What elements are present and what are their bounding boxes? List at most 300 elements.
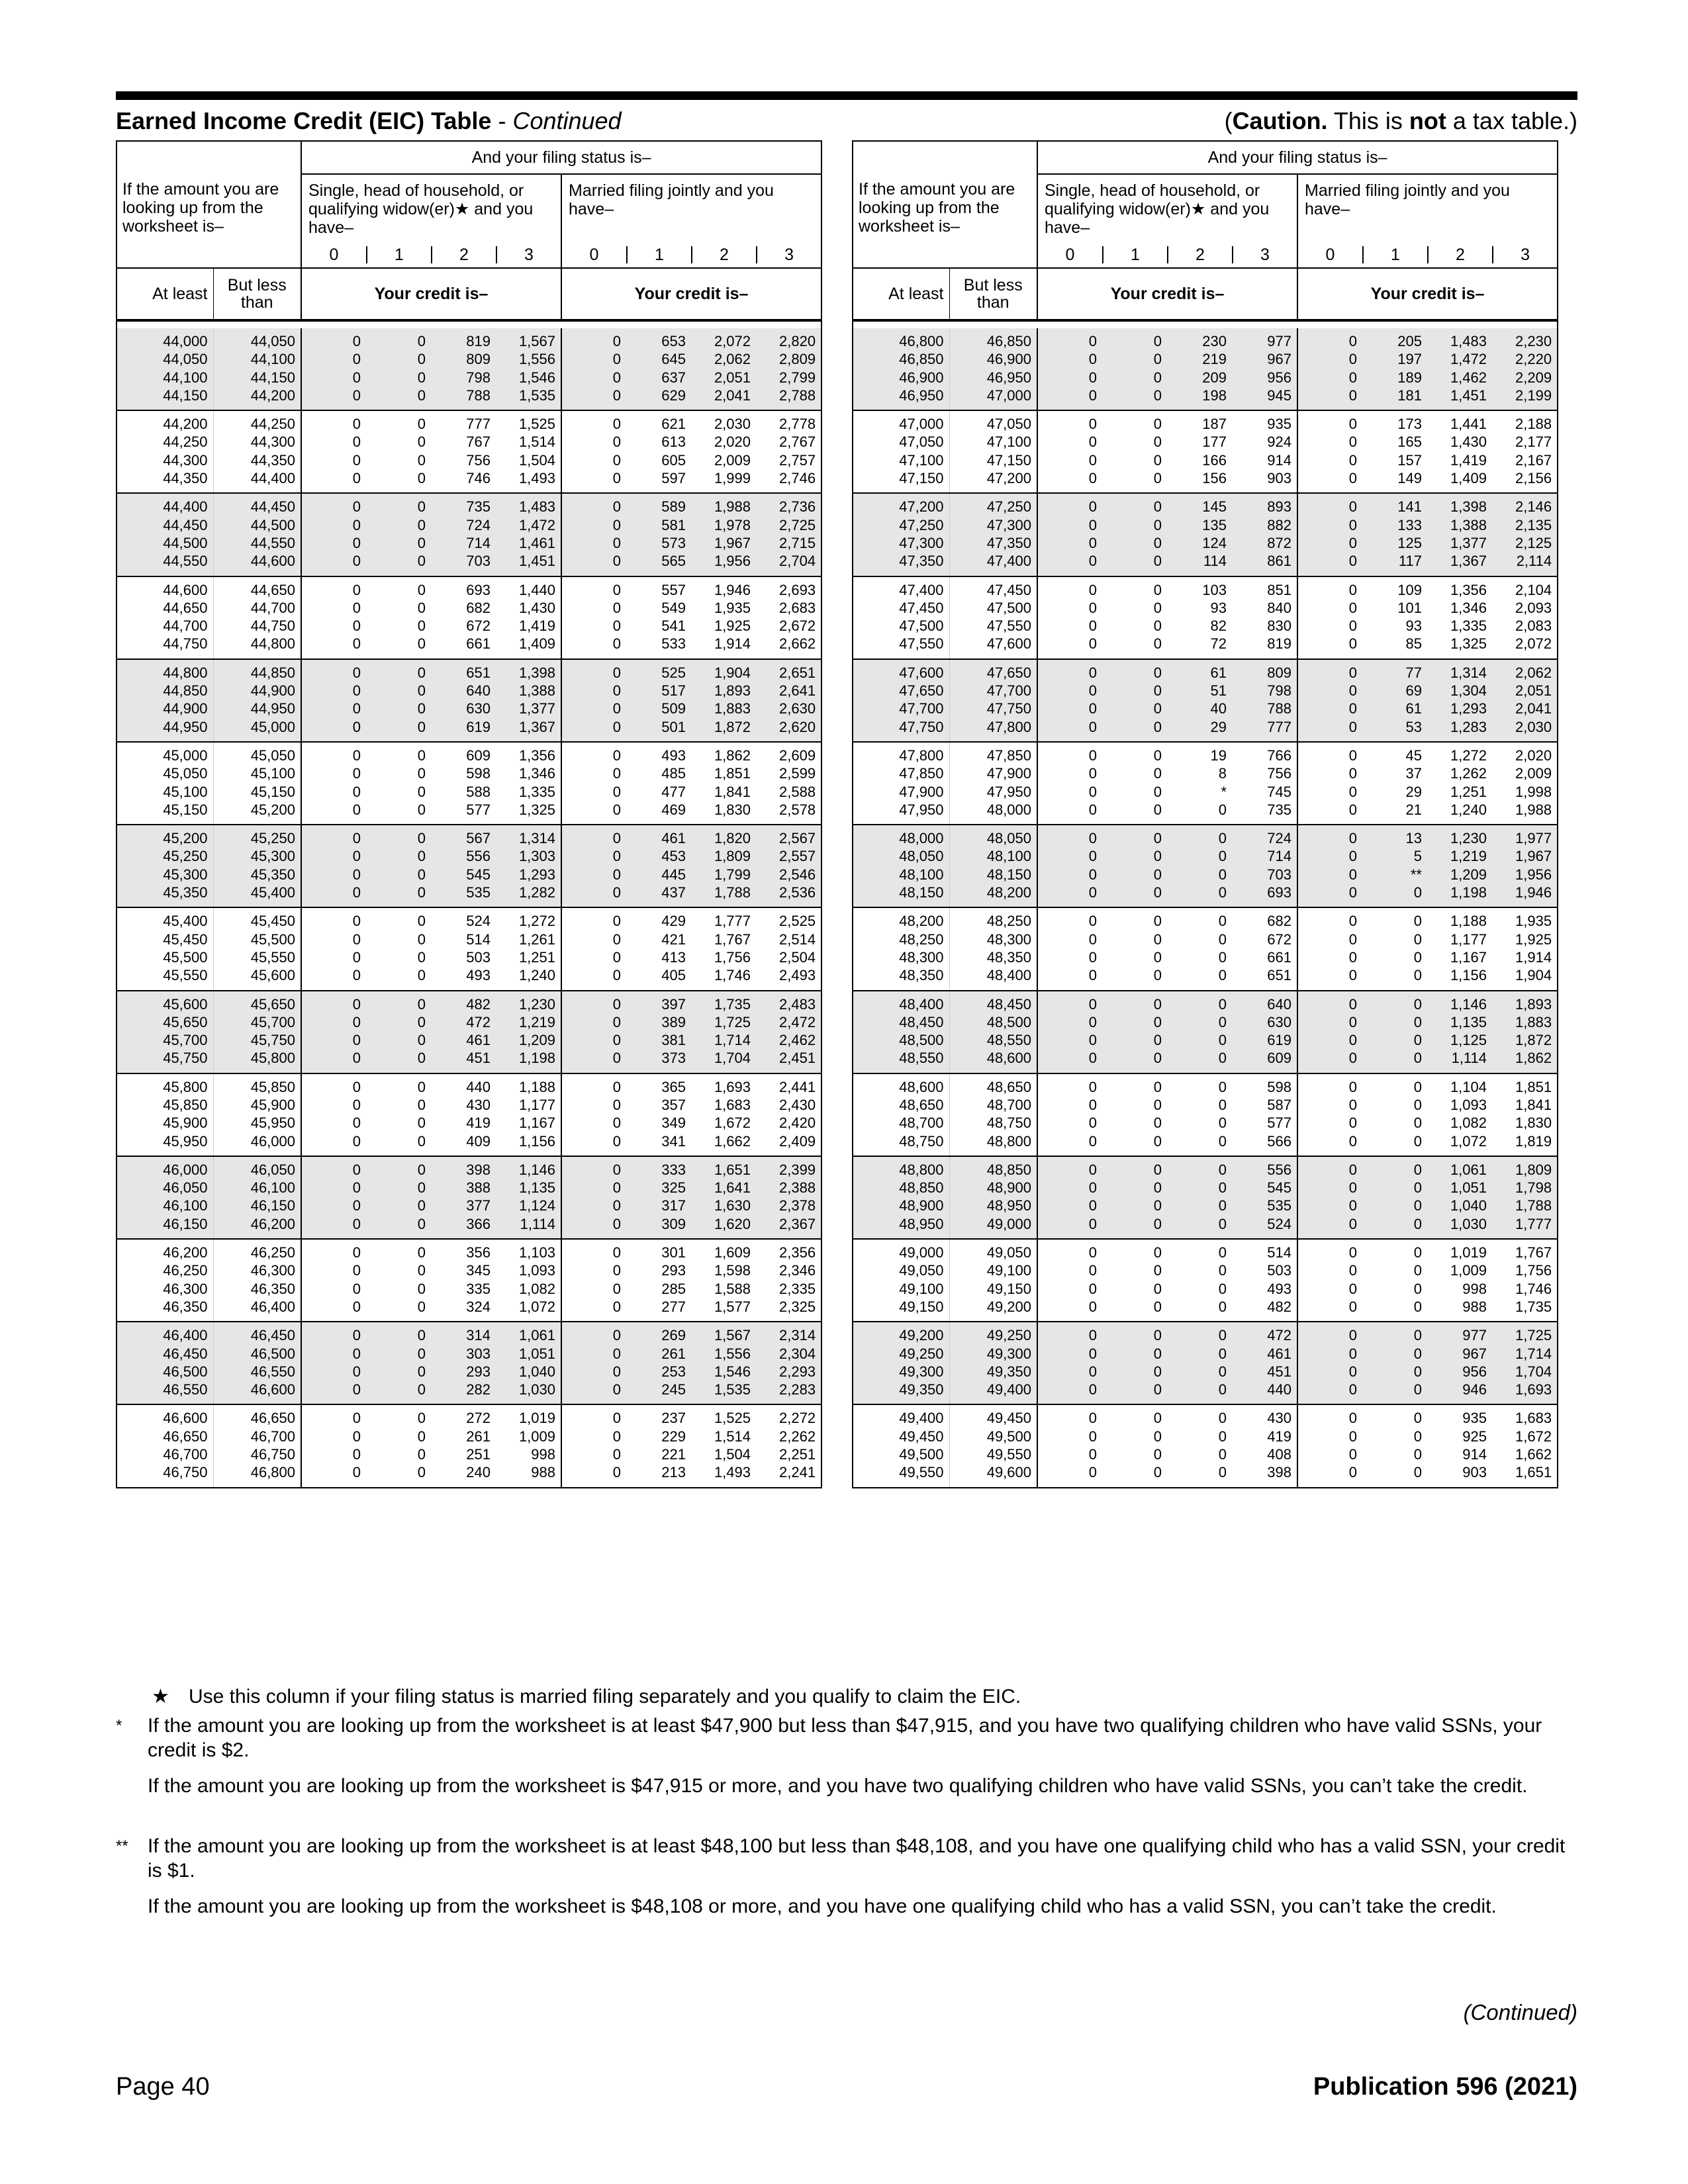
footnote-double-text-1: If the amount you are looking up from the worksheet is at least $48,100 but less than $48,108, and you have one qualifying child who has a valid SSN, your credit is $1. bbox=[148, 1835, 1566, 1882]
single-credit-3-children: 514 503 493 482 bbox=[1232, 1239, 1297, 1322]
married-credit-2-children: 2,030 2,020 2,009 1,999 bbox=[691, 410, 756, 493]
at-least-values: 48,600 48,650 48,700 48,750 bbox=[853, 1073, 949, 1156]
single-credit-0-children: 0 0 0 0 bbox=[301, 576, 366, 659]
single-credit-3-children: 766 756 745 735 bbox=[1232, 742, 1297, 825]
married-credit-3-children: 2,483 2,472 2,462 2,451 bbox=[756, 991, 821, 1073]
married-credit-2-children: 1,651 1,641 1,630 1,620 bbox=[691, 1156, 756, 1239]
married-credit-2-children: 1,820 1,809 1,799 1,788 bbox=[691, 825, 756, 907]
header-spacer bbox=[117, 320, 821, 328]
married-credit-3-children: 2,272 2,262 2,251 2,241 bbox=[756, 1404, 821, 1487]
table-row bbox=[117, 493, 821, 576]
lookup-label: If the amount you are looking up from the worksheet is– bbox=[117, 141, 301, 268]
header-row-sub bbox=[117, 268, 821, 320]
single-credit-1-children: 0 0 0 0 bbox=[366, 1239, 431, 1322]
single-credit-1-children: 0 0 0 0 bbox=[1102, 1404, 1167, 1487]
but-less-than-values: 48,650 48,700 48,750 48,800 bbox=[949, 1073, 1037, 1156]
married-credit-2-children: 1,230 1,219 1,209 1,198 bbox=[1427, 825, 1492, 907]
but-less-than-values: 47,450 47,500 47,550 47,600 bbox=[949, 576, 1037, 659]
single-credit-2-children: 567 556 545 535 bbox=[431, 825, 496, 907]
but-less-than-values: 49,450 49,500 49,550 49,600 bbox=[949, 1404, 1037, 1487]
table-title bbox=[116, 106, 622, 136]
children-count-label: 1 bbox=[1102, 246, 1167, 263]
married-credit-0-children: 0 0 0 0 bbox=[1297, 1404, 1362, 1487]
single-credit-2-children: 0 0 0 0 bbox=[1167, 1404, 1232, 1487]
married-credit-1-children: 0 0 0 0 bbox=[1362, 1239, 1427, 1322]
married-credit-1-children: 557 549 541 533 bbox=[626, 576, 691, 659]
single-credit-1-children: 0 0 0 0 bbox=[366, 1156, 431, 1239]
married-credit-3-children: 2,609 2,599 2,588 2,578 bbox=[756, 742, 821, 825]
married-credit-3-children: 2,020 2,009 1,998 1,988 bbox=[1492, 742, 1558, 825]
married-credit-0-children: 0 0 0 0 bbox=[561, 1404, 626, 1487]
married-credit-2-children: 1,483 1,472 1,462 1,451 bbox=[1427, 328, 1492, 410]
married-credit-0-children: 0 0 0 0 bbox=[561, 991, 626, 1073]
married-credit-1-children: 525 517 509 501 bbox=[626, 659, 691, 742]
married-credit-1-children: 141 133 125 117 bbox=[1362, 493, 1427, 576]
at-least-values: 44,600 44,650 44,700 44,750 bbox=[117, 576, 213, 659]
married-credit-3-children: 2,525 2,514 2,504 2,493 bbox=[756, 907, 821, 990]
single-credit-2-children: 524 514 503 493 bbox=[431, 907, 496, 990]
married-credit-1-children: 13 5 ** 0 bbox=[1362, 825, 1427, 907]
caution-open: ( bbox=[1224, 107, 1233, 134]
married-credit-1-children: 365 357 349 341 bbox=[626, 1073, 691, 1156]
married-credit-1-children: 0 0 0 0 bbox=[1362, 1073, 1427, 1156]
married-credit-0-children: 0 0 0 0 bbox=[561, 1156, 626, 1239]
married-credit-2-children: 935 925 914 903 bbox=[1427, 1404, 1492, 1487]
married-credit-2-children: 1,314 1,304 1,293 1,283 bbox=[1427, 659, 1492, 742]
married-credit-2-children: 1,146 1,135 1,125 1,114 bbox=[1427, 991, 1492, 1073]
single-credit-1-children: 0 0 0 0 bbox=[1102, 493, 1167, 576]
single-hoh-group-label: Single, head of household, or qualifying widow(er)★ and you have– bbox=[301, 174, 561, 242]
table-row bbox=[117, 576, 821, 659]
single-credit-1-children: 0 0 0 0 bbox=[1102, 576, 1167, 659]
single-credit-1-children: 0 0 0 0 bbox=[366, 576, 431, 659]
children-count-1 bbox=[626, 242, 691, 268]
married-credit-0-children: 0 0 0 0 bbox=[561, 410, 626, 493]
single-credit-2-children: 0 0 0 0 bbox=[1167, 825, 1232, 907]
children-count-label: 0 bbox=[1325, 246, 1335, 264]
single-credit-2-children: 609 598 588 577 bbox=[431, 742, 496, 825]
but-less-than-values: 47,050 47,100 47,150 47,200 bbox=[949, 410, 1037, 493]
single-credit-2-children: 819 809 798 788 bbox=[431, 328, 496, 410]
at-least-label: At least bbox=[117, 268, 213, 320]
single-credit-1-children: 0 0 0 0 bbox=[1102, 825, 1167, 907]
children-count-label: 3 bbox=[1232, 246, 1297, 263]
but-less-than-values: 45,650 45,700 45,750 45,800 bbox=[213, 991, 301, 1073]
at-least-values: 45,600 45,650 45,700 45,750 bbox=[117, 991, 213, 1073]
married-credit-3-children: 2,356 2,346 2,335 2,325 bbox=[756, 1239, 821, 1322]
married-credit-3-children: 2,230 2,220 2,209 2,199 bbox=[1492, 328, 1558, 410]
but-less-than-values: 46,250 46,300 46,350 46,400 bbox=[213, 1239, 301, 1322]
single-credit-2-children: 187 177 166 156 bbox=[1167, 410, 1232, 493]
at-least-values: 46,400 46,450 46,500 46,550 bbox=[117, 1322, 213, 1404]
single-credit-2-children: 398 388 377 366 bbox=[431, 1156, 496, 1239]
table-row bbox=[853, 1156, 1558, 1239]
single-credit-0-children: 0 0 0 0 bbox=[1037, 659, 1102, 742]
children-count-2 bbox=[1427, 242, 1492, 268]
married-credit-2-children: 1,904 1,893 1,883 1,872 bbox=[691, 659, 756, 742]
married-credit-0-children: 0 0 0 0 bbox=[1297, 742, 1362, 825]
at-least-values: 48,200 48,250 48,300 48,350 bbox=[853, 907, 949, 990]
children-count-1 bbox=[1102, 242, 1167, 268]
single-credit-3-children: 1,440 1,430 1,419 1,409 bbox=[496, 576, 561, 659]
single-credit-0-children: 0 0 0 0 bbox=[301, 1239, 366, 1322]
children-count-1 bbox=[1362, 242, 1427, 268]
married-credit-1-children: 0 0 0 0 bbox=[1362, 991, 1427, 1073]
married-credit-3-children: 2,820 2,809 2,799 2,788 bbox=[756, 328, 821, 410]
table-row bbox=[117, 991, 821, 1073]
married-credit-0-children: 0 0 0 0 bbox=[1297, 328, 1362, 410]
single-credit-3-children: 1,230 1,219 1,209 1,198 bbox=[496, 991, 561, 1073]
married-credit-0-children: 0 0 0 0 bbox=[561, 1322, 626, 1404]
but-less-than-values: 46,650 46,700 46,750 46,800 bbox=[213, 1404, 301, 1487]
children-count-0 bbox=[561, 242, 626, 268]
single-credit-2-children: 0 0 0 0 bbox=[1167, 1156, 1232, 1239]
at-least-values: 49,200 49,250 49,300 49,350 bbox=[853, 1322, 949, 1404]
married-credit-0-children: 0 0 0 0 bbox=[561, 1239, 626, 1322]
header-row-status bbox=[117, 141, 821, 174]
single-credit-1-children: 0 0 0 0 bbox=[1102, 659, 1167, 742]
married-credit-1-children: 77 69 61 53 bbox=[1362, 659, 1427, 742]
married-credit-0-children: 0 0 0 0 bbox=[1297, 825, 1362, 907]
title-main: Earned Income Credit (EIC) Table bbox=[116, 107, 492, 134]
children-count-label: 3 bbox=[1492, 246, 1557, 263]
but-less-than-values: 45,250 45,300 45,350 45,400 bbox=[213, 825, 301, 907]
married-credit-1-children: 333 325 317 309 bbox=[626, 1156, 691, 1239]
table-row bbox=[117, 1156, 821, 1239]
single-credit-0-children: 0 0 0 0 bbox=[301, 742, 366, 825]
children-count-label: 2 bbox=[1427, 246, 1492, 263]
table-row bbox=[117, 907, 821, 990]
header-row-sub bbox=[853, 268, 1558, 320]
single-credit-0-children: 0 0 0 0 bbox=[301, 991, 366, 1073]
married-credit-1-children: 205 197 189 181 bbox=[1362, 328, 1427, 410]
children-count-label: 3 bbox=[756, 246, 821, 263]
single-credit-2-children: 272 261 251 240 bbox=[431, 1404, 496, 1487]
but-less-than-values: 45,850 45,900 45,950 46,000 bbox=[213, 1073, 301, 1156]
table-row bbox=[853, 1404, 1558, 1487]
at-least-values: 44,000 44,050 44,100 44,150 bbox=[117, 328, 213, 410]
married-credit-0-children: 0 0 0 0 bbox=[1297, 907, 1362, 990]
married-credit-3-children: 2,736 2,725 2,715 2,704 bbox=[756, 493, 821, 576]
single-credit-3-children: 1,019 1,009 998 988 bbox=[496, 1404, 561, 1487]
married-credit-0-children: 0 0 0 0 bbox=[561, 328, 626, 410]
married-credit-3-children: 1,851 1,841 1,830 1,819 bbox=[1492, 1073, 1558, 1156]
but-less-than-values: 46,450 46,500 46,550 46,600 bbox=[213, 1322, 301, 1404]
single-credit-0-children: 0 0 0 0 bbox=[301, 493, 366, 576]
married-credit-3-children: 1,683 1,672 1,662 1,651 bbox=[1492, 1404, 1558, 1487]
top-rule bbox=[116, 91, 1577, 100]
but-less-than-values: 47,650 47,700 47,750 47,800 bbox=[949, 659, 1037, 742]
single-credit-2-children: 735 724 714 703 bbox=[431, 493, 496, 576]
single-credit-2-children: 230 219 209 198 bbox=[1167, 328, 1232, 410]
single-credit-1-children: 0 0 0 0 bbox=[1102, 1322, 1167, 1404]
married-credit-1-children: 45 37 29 21 bbox=[1362, 742, 1427, 825]
married-credit-0-children: 0 0 0 0 bbox=[1297, 1073, 1362, 1156]
children-count-3 bbox=[1232, 242, 1297, 268]
children-count-0 bbox=[1037, 242, 1102, 268]
single-credit-0-children: 0 0 0 0 bbox=[1037, 825, 1102, 907]
caution-note bbox=[1225, 106, 1577, 136]
married-credit-0-children: 0 0 0 0 bbox=[1297, 659, 1362, 742]
single-credit-2-children: 440 430 419 409 bbox=[431, 1073, 496, 1156]
table-row bbox=[853, 825, 1558, 907]
single-credit-2-children: 693 682 672 661 bbox=[431, 576, 496, 659]
married-credit-2-children: 1,398 1,388 1,377 1,367 bbox=[1427, 493, 1492, 576]
title-separator: - bbox=[491, 107, 513, 134]
married-credit-0-children: 0 0 0 0 bbox=[561, 1073, 626, 1156]
single-credit-1-children: 0 0 0 0 bbox=[366, 1404, 431, 1487]
married-credit-1-children: 269 261 253 245 bbox=[626, 1322, 691, 1404]
but-less-than-values: 44,250 44,300 44,350 44,400 bbox=[213, 410, 301, 493]
married-credit-0-children: 0 0 0 0 bbox=[1297, 576, 1362, 659]
married-credit-2-children: 1,567 1,556 1,546 1,535 bbox=[691, 1322, 756, 1404]
table-row bbox=[117, 1239, 821, 1322]
single-credit-3-children: 430 419 408 398 bbox=[1232, 1404, 1297, 1487]
children-count-label: 0 bbox=[329, 246, 339, 264]
single-credit-2-children: 0 0 0 0 bbox=[1167, 991, 1232, 1073]
but-less-than-values: 46,050 46,100 46,150 46,200 bbox=[213, 1156, 301, 1239]
single-credit-3-children: 640 630 619 609 bbox=[1232, 991, 1297, 1073]
table-row bbox=[853, 742, 1558, 825]
married-credit-1-children: 461 453 445 437 bbox=[626, 825, 691, 907]
single-credit-0-children: 0 0 0 0 bbox=[1037, 328, 1102, 410]
single-credit-0-children: 0 0 0 0 bbox=[301, 1322, 366, 1404]
married-credit-3-children: 2,693 2,683 2,672 2,662 bbox=[756, 576, 821, 659]
married-credit-0-children: 0 0 0 0 bbox=[561, 659, 626, 742]
but-less-than-label: But less than bbox=[949, 268, 1037, 320]
at-least-values: 46,600 46,650 46,700 46,750 bbox=[117, 1404, 213, 1487]
but-less-than-values: 48,250 48,300 48,350 48,400 bbox=[949, 907, 1037, 990]
children-count-label: 1 bbox=[366, 246, 431, 263]
footnote-single-marker: * bbox=[116, 1717, 122, 1735]
but-less-than-label: But less than bbox=[213, 268, 301, 320]
single-credit-2-children: 0 0 0 0 bbox=[1167, 1073, 1232, 1156]
married-credit-2-children: 1,019 1,009 998 988 bbox=[1427, 1239, 1492, 1322]
single-credit-0-children: 0 0 0 0 bbox=[1037, 907, 1102, 990]
married-credit-2-children: 1,356 1,346 1,335 1,325 bbox=[1427, 576, 1492, 659]
married-credit-0-children: 0 0 0 0 bbox=[561, 825, 626, 907]
title-continued: Continued bbox=[512, 107, 622, 134]
married-credit-3-children: 2,188 2,177 2,167 2,156 bbox=[1492, 410, 1558, 493]
married-credit-0-children: 0 0 0 0 bbox=[1297, 1156, 1362, 1239]
married-credit-3-children: 2,399 2,388 2,378 2,367 bbox=[756, 1156, 821, 1239]
your-credit-single-label: Your credit is– bbox=[301, 268, 561, 320]
married-credit-2-children: 1,693 1,683 1,672 1,662 bbox=[691, 1073, 756, 1156]
header-spacer bbox=[853, 320, 1558, 328]
your-credit-married-label: Your credit is– bbox=[1297, 268, 1558, 320]
single-credit-2-children: 651 640 630 619 bbox=[431, 659, 496, 742]
single-credit-3-children: 1,061 1,051 1,040 1,030 bbox=[496, 1322, 561, 1404]
but-less-than-values: 49,250 49,300 49,350 49,400 bbox=[949, 1322, 1037, 1404]
footnote-single-text-1: If the amount you are looking up from the worksheet is at least $47,900 but less than $47,915, and you have two qualifying children who have valid SSNs, your credit is $2. bbox=[148, 1715, 1542, 1761]
single-credit-0-children: 0 0 0 0 bbox=[301, 1156, 366, 1239]
single-credit-3-children: 1,398 1,388 1,377 1,367 bbox=[496, 659, 561, 742]
table-row bbox=[853, 1239, 1558, 1322]
single-credit-2-children: 356 345 335 324 bbox=[431, 1239, 496, 1322]
married-credit-1-children: 397 389 381 373 bbox=[626, 991, 691, 1073]
married-credit-0-children: 0 0 0 0 bbox=[561, 742, 626, 825]
publication-name: Publication 596 (2021) bbox=[1313, 2073, 1577, 2101]
table-row bbox=[853, 1322, 1558, 1404]
at-least-values: 47,800 47,850 47,900 47,950 bbox=[853, 742, 949, 825]
married-credit-1-children: 301 293 285 277 bbox=[626, 1239, 691, 1322]
footnote-star-text: Use this column if your filing status is married filing separately and you qualify to claim the EIC. bbox=[189, 1686, 1021, 1707]
your-credit-single-label: Your credit is– bbox=[1037, 268, 1297, 320]
but-less-than-values: 49,050 49,100 49,150 49,200 bbox=[949, 1239, 1037, 1322]
married-credit-0-children: 0 0 0 0 bbox=[561, 576, 626, 659]
married-credit-3-children: 1,935 1,925 1,914 1,904 bbox=[1492, 907, 1558, 990]
single-credit-1-children: 0 0 0 0 bbox=[1102, 1239, 1167, 1322]
table-row bbox=[117, 659, 821, 742]
married-credit-1-children: 493 485 477 469 bbox=[626, 742, 691, 825]
at-least-values: 45,000 45,050 45,100 45,150 bbox=[117, 742, 213, 825]
children-count-1 bbox=[366, 242, 431, 268]
single-hoh-group-label: Single, head of household, or qualifying widow(er)★ and you have– bbox=[1037, 174, 1297, 242]
at-least-values: 49,400 49,450 49,500 49,550 bbox=[853, 1404, 949, 1487]
single-credit-0-children: 0 0 0 0 bbox=[1037, 576, 1102, 659]
spacer-cell bbox=[853, 320, 1558, 328]
married-credit-3-children: 2,104 2,093 2,083 2,072 bbox=[1492, 576, 1558, 659]
single-credit-0-children: 0 0 0 0 bbox=[1037, 1073, 1102, 1156]
single-credit-3-children: 556 545 535 524 bbox=[1232, 1156, 1297, 1239]
single-credit-3-children: 1,314 1,303 1,293 1,282 bbox=[496, 825, 561, 907]
but-less-than-values: 45,450 45,500 45,550 45,600 bbox=[213, 907, 301, 990]
single-credit-3-children: 724 714 703 693 bbox=[1232, 825, 1297, 907]
married-credit-3-children: 1,725 1,714 1,704 1,693 bbox=[1492, 1322, 1558, 1404]
married-credit-3-children: 1,893 1,883 1,872 1,862 bbox=[1492, 991, 1558, 1073]
but-less-than-values: 47,850 47,900 47,950 48,000 bbox=[949, 742, 1037, 825]
star-icon: ★ bbox=[152, 1686, 169, 1707]
table-row bbox=[853, 328, 1558, 410]
table-row bbox=[853, 410, 1558, 493]
single-credit-1-children: 0 0 0 0 bbox=[1102, 742, 1167, 825]
at-least-values: 44,800 44,850 44,900 44,950 bbox=[117, 659, 213, 742]
married-credit-0-children: 0 0 0 0 bbox=[1297, 410, 1362, 493]
table-row bbox=[853, 576, 1558, 659]
married-credit-0-children: 0 0 0 0 bbox=[1297, 493, 1362, 576]
children-count-label: 2 bbox=[431, 246, 496, 263]
married-credit-2-children: 1,777 1,767 1,756 1,746 bbox=[691, 907, 756, 990]
married-credit-3-children: 1,809 1,798 1,788 1,777 bbox=[1492, 1156, 1558, 1239]
single-credit-3-children: 977 967 956 945 bbox=[1232, 328, 1297, 410]
single-credit-0-children: 0 0 0 0 bbox=[1037, 493, 1102, 576]
married-credit-2-children: 1,441 1,430 1,419 1,409 bbox=[1427, 410, 1492, 493]
single-credit-1-children: 0 0 0 0 bbox=[1102, 1073, 1167, 1156]
at-least-values: 45,400 45,450 45,500 45,550 bbox=[117, 907, 213, 990]
table-row bbox=[853, 907, 1558, 990]
married-credit-0-children: 0 0 0 0 bbox=[1297, 1239, 1362, 1322]
children-count-label: 1 bbox=[626, 246, 691, 263]
single-credit-1-children: 0 0 0 0 bbox=[366, 742, 431, 825]
page-number: Page 40 bbox=[116, 2073, 210, 2101]
at-least-values: 44,400 44,450 44,500 44,550 bbox=[117, 493, 213, 576]
married-joint-group-label: Married filing jointly and you have– bbox=[1297, 174, 1558, 242]
at-least-values: 48,800 48,850 48,900 48,950 bbox=[853, 1156, 949, 1239]
married-credit-1-children: 237 229 221 213 bbox=[626, 1404, 691, 1487]
married-credit-1-children: 0 0 0 0 bbox=[1362, 1404, 1427, 1487]
single-credit-2-children: 0 0 0 0 bbox=[1167, 907, 1232, 990]
at-least-values: 45,200 45,250 45,300 45,350 bbox=[117, 825, 213, 907]
caution-label: Caution. bbox=[1232, 107, 1328, 134]
children-count-3 bbox=[1492, 242, 1558, 268]
table-row bbox=[853, 1073, 1558, 1156]
table-row bbox=[853, 659, 1558, 742]
single-credit-0-children: 0 0 0 0 bbox=[1037, 742, 1102, 825]
but-less-than-values: 48,050 48,100 48,150 48,200 bbox=[949, 825, 1037, 907]
single-credit-0-children: 0 0 0 0 bbox=[301, 907, 366, 990]
single-credit-2-children: 314 303 293 282 bbox=[431, 1322, 496, 1404]
married-credit-0-children: 0 0 0 0 bbox=[1297, 1322, 1362, 1404]
single-credit-2-children: 19 8 * 0 bbox=[1167, 742, 1232, 825]
at-least-values: 46,800 46,850 46,900 46,950 bbox=[853, 328, 949, 410]
footnote-double-marker: ** bbox=[116, 1837, 128, 1855]
but-less-than-values: 44,050 44,100 44,150 44,200 bbox=[213, 328, 301, 410]
at-least-values: 46,200 46,250 46,300 46,350 bbox=[117, 1239, 213, 1322]
married-credit-2-children: 2,072 2,062 2,051 2,041 bbox=[691, 328, 756, 410]
filing-status-label: And your filing status is– bbox=[1037, 141, 1558, 174]
single-credit-3-children: 1,272 1,261 1,251 1,240 bbox=[496, 907, 561, 990]
single-credit-1-children: 0 0 0 0 bbox=[366, 410, 431, 493]
single-credit-2-children: 103 93 82 72 bbox=[1167, 576, 1232, 659]
at-least-values: 49,000 49,050 49,100 49,150 bbox=[853, 1239, 949, 1322]
at-least-values: 47,000 47,050 47,100 47,150 bbox=[853, 410, 949, 493]
single-credit-2-children: 482 472 461 451 bbox=[431, 991, 496, 1073]
at-least-values: 44,200 44,250 44,300 44,350 bbox=[117, 410, 213, 493]
single-credit-1-children: 0 0 0 0 bbox=[1102, 907, 1167, 990]
your-credit-married-label: Your credit is– bbox=[561, 268, 821, 320]
married-credit-2-children: 977 967 956 946 bbox=[1427, 1322, 1492, 1404]
single-credit-1-children: 0 0 0 0 bbox=[1102, 410, 1167, 493]
children-count-label: 1 bbox=[1362, 246, 1427, 263]
single-credit-1-children: 0 0 0 0 bbox=[366, 328, 431, 410]
single-credit-3-children: 598 587 577 566 bbox=[1232, 1073, 1297, 1156]
single-credit-3-children: 935 924 914 903 bbox=[1232, 410, 1297, 493]
single-credit-2-children: 61 51 40 29 bbox=[1167, 659, 1232, 742]
eic-table-left bbox=[116, 140, 822, 1488]
married-credit-3-children: 2,441 2,430 2,420 2,409 bbox=[756, 1073, 821, 1156]
but-less-than-values: 44,650 44,700 44,750 44,800 bbox=[213, 576, 301, 659]
married-credit-3-children: 1,977 1,967 1,956 1,946 bbox=[1492, 825, 1558, 907]
married-credit-2-children: 1,609 1,598 1,588 1,577 bbox=[691, 1239, 756, 1322]
married-credit-3-children: 2,146 2,135 2,125 2,114 bbox=[1492, 493, 1558, 576]
married-credit-1-children: 109 101 93 85 bbox=[1362, 576, 1427, 659]
children-count-2 bbox=[691, 242, 756, 268]
table-row bbox=[853, 991, 1558, 1073]
single-credit-3-children: 809 798 788 777 bbox=[1232, 659, 1297, 742]
married-credit-1-children: 173 165 157 149 bbox=[1362, 410, 1427, 493]
children-count-label: 2 bbox=[691, 246, 756, 263]
single-credit-3-children: 1,146 1,135 1,124 1,114 bbox=[496, 1156, 561, 1239]
spacer-cell bbox=[117, 320, 821, 328]
filing-status-label: And your filing status is– bbox=[301, 141, 821, 174]
table-row bbox=[117, 328, 821, 410]
married-credit-2-children: 1,862 1,851 1,841 1,830 bbox=[691, 742, 756, 825]
at-least-label: At least bbox=[853, 268, 949, 320]
single-credit-2-children: 0 0 0 0 bbox=[1167, 1239, 1232, 1322]
children-count-label: 3 bbox=[496, 246, 561, 263]
single-credit-0-children: 0 0 0 0 bbox=[301, 410, 366, 493]
single-credit-3-children: 682 672 661 651 bbox=[1232, 907, 1297, 990]
single-credit-3-children: 893 882 872 861 bbox=[1232, 493, 1297, 576]
footnote-double-text-2: If the amount you are looking up from the worksheet is $48,108 or more, and you have one qualifying child who has a valid SSN, you can’t take the credit. bbox=[148, 1895, 1497, 1917]
single-credit-0-children: 0 0 0 0 bbox=[301, 825, 366, 907]
single-credit-2-children: 0 0 0 0 bbox=[1167, 1322, 1232, 1404]
at-least-values: 47,400 47,450 47,500 47,550 bbox=[853, 576, 949, 659]
single-credit-1-children: 0 0 0 0 bbox=[366, 1073, 431, 1156]
single-credit-3-children: 1,567 1,556 1,546 1,535 bbox=[496, 328, 561, 410]
single-credit-1-children: 0 0 0 0 bbox=[366, 659, 431, 742]
table-row bbox=[117, 1322, 821, 1404]
